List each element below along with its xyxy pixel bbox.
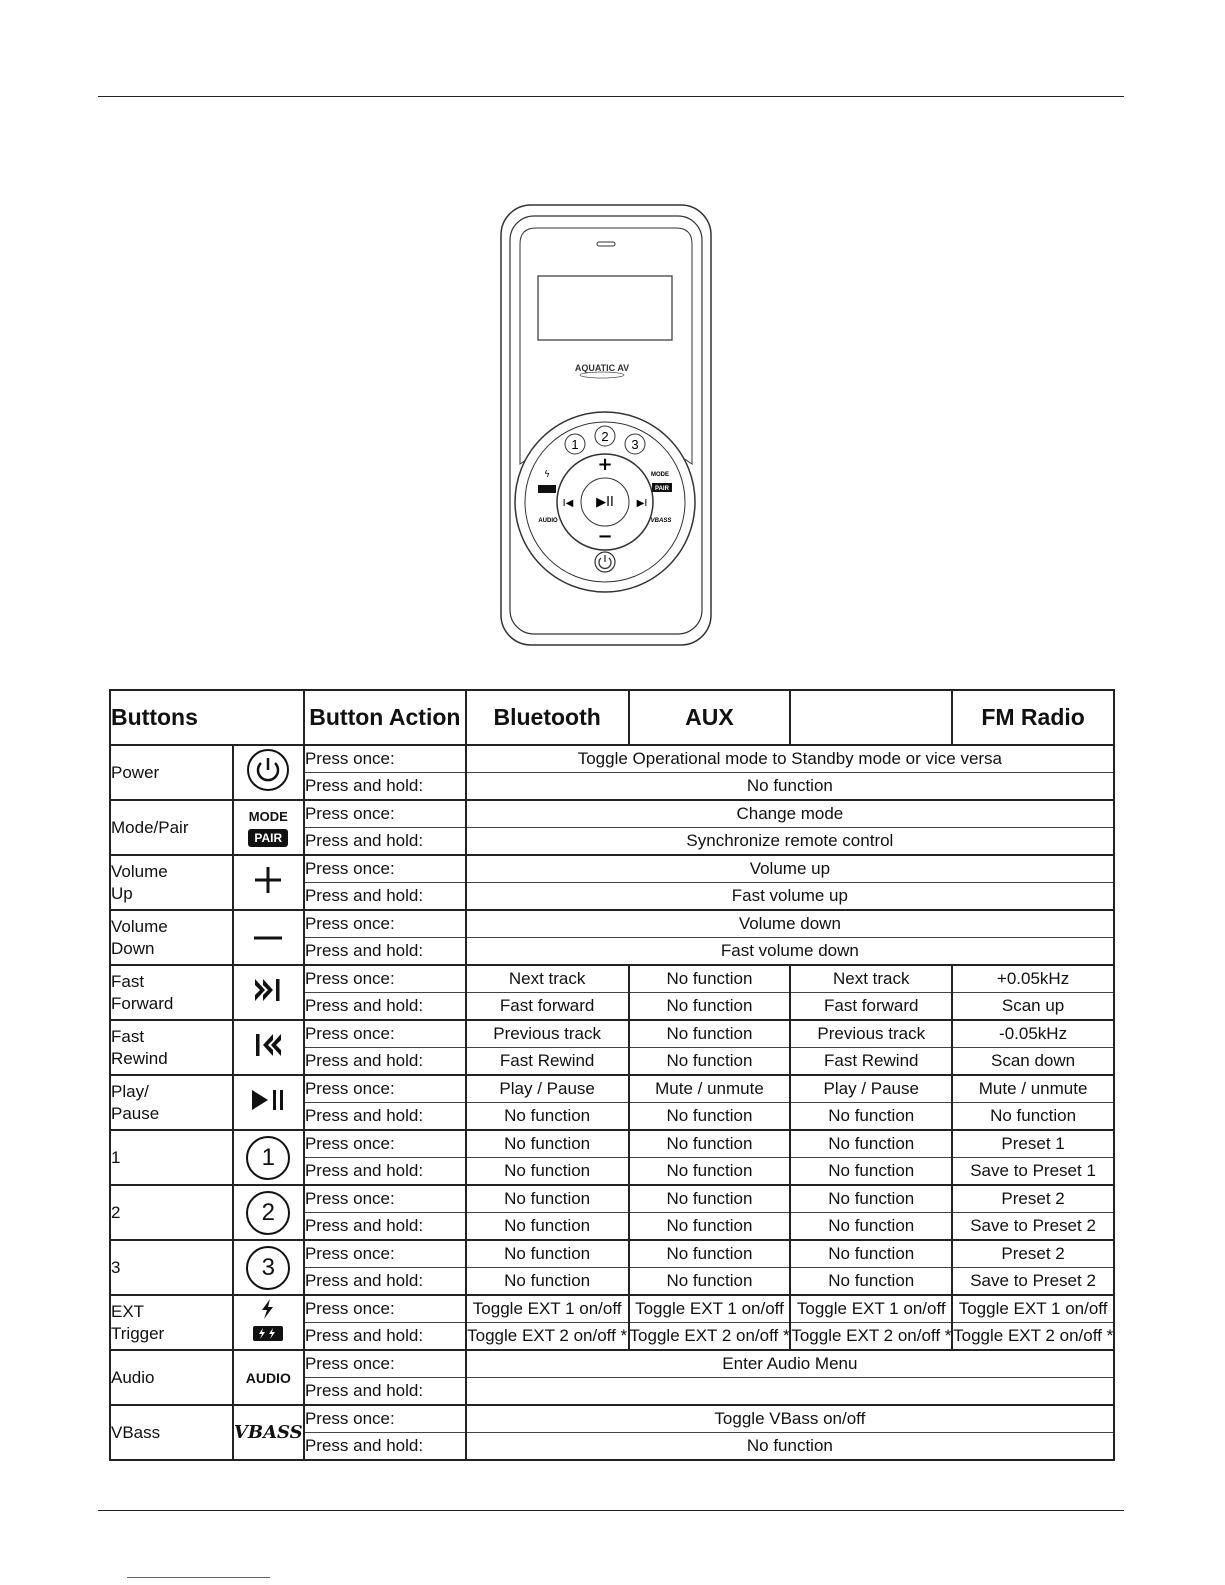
remote-logo: AQUATIC AV [574, 363, 630, 373]
button-name: 3 [110, 1240, 233, 1295]
function-cell: Preset 2 [952, 1185, 1114, 1213]
action-press-hold: Press and hold: [304, 993, 466, 1021]
ext-trigger-icon [233, 1295, 304, 1350]
preset-3-icon [233, 1240, 304, 1295]
function-cell: Toggle Operational mode to Standby mode or vice versa [466, 745, 1114, 773]
action-press-hold: Press and hold: [304, 1323, 466, 1351]
svg-text:I◀: I◀ [562, 498, 574, 509]
function-cell: Change mode [466, 800, 1114, 828]
function-cell: Play / Pause [466, 1075, 629, 1103]
function-cell: Toggle EXT 1 on/off [466, 1295, 629, 1323]
button-name: Fast Forward [110, 965, 233, 1020]
svg-text:▶II: ▶II [596, 495, 614, 510]
header-buttons: Buttons [110, 690, 304, 745]
function-cell: No function [790, 1213, 952, 1241]
audio-icon: AUDIO [233, 1350, 304, 1405]
function-cell [466, 1378, 1114, 1406]
function-cell: Mute / unmute [629, 1075, 791, 1103]
svg-text:1: 1 [571, 437, 579, 452]
function-cell: Toggle EXT 1 on/off [790, 1295, 952, 1323]
function-cell: Save to Preset 2 [952, 1213, 1114, 1241]
button-name: Play/ Pause [110, 1075, 233, 1130]
function-cell: Volume up [466, 855, 1114, 883]
action-press-once: Press once: [304, 965, 466, 993]
function-cell: -0.05kHz [952, 1020, 1114, 1048]
function-cell: Volume down [466, 910, 1114, 938]
plus-icon [233, 855, 304, 910]
svg-text:PAIR: PAIR [655, 486, 669, 492]
function-cell: No function [466, 1433, 1114, 1461]
action-press-hold: Press and hold: [304, 1158, 466, 1186]
action-press-once: Press once: [304, 1130, 466, 1158]
function-cell: No function [790, 1268, 952, 1296]
action-press-once: Press once: [304, 855, 466, 883]
function-cell: No function [790, 1103, 952, 1131]
function-cell: Previous track [790, 1020, 952, 1048]
action-press-once: Press once: [304, 1295, 466, 1323]
button-name: 2 [110, 1185, 233, 1240]
header-action: Button Action [304, 690, 466, 745]
action-press-hold: Press and hold: [304, 883, 466, 911]
svg-text:VBASS: VBASS [650, 518, 672, 524]
play-pause-icon [233, 1075, 304, 1130]
function-cell: No function [466, 1268, 629, 1296]
function-cell: Fast volume up [466, 883, 1114, 911]
function-cell: Next track [466, 965, 629, 993]
function-cell: Preset 2 [952, 1240, 1114, 1268]
button-name: Volume Up [110, 855, 233, 910]
function-cell: Fast forward [466, 993, 629, 1021]
action-press-once: Press once: [304, 1240, 466, 1268]
button-name: VBass [110, 1405, 233, 1460]
fast-rewind-icon [233, 1020, 304, 1075]
remote-control-illustration [500, 204, 720, 654]
action-press-hold: Press and hold: [304, 1048, 466, 1076]
function-cell: No function [466, 1103, 629, 1131]
button-name: 1 [110, 1130, 233, 1185]
action-press-once: Press once: [304, 745, 466, 773]
preset-circle: 2 [246, 1191, 290, 1235]
power-icon [233, 745, 304, 800]
mode-pair-icon: MODE PAIR [233, 800, 304, 855]
function-cell: Play / Pause [790, 1075, 952, 1103]
function-cell: No function [629, 1048, 791, 1076]
function-cell: No function [629, 1185, 791, 1213]
function-cell: No function [466, 1158, 629, 1186]
button-name: Audio [110, 1350, 233, 1405]
preset-circle: 1 [246, 1136, 290, 1180]
function-cell: No function [629, 993, 791, 1021]
function-cell: Toggle EXT 2 on/off * [629, 1323, 791, 1351]
svg-text:AUDIO: AUDIO [538, 518, 558, 524]
function-cell: Toggle EXT 1 on/off [952, 1295, 1114, 1323]
svg-text:−: − [597, 526, 613, 547]
function-cell: No function [629, 1213, 791, 1241]
function-cell: No function [952, 1103, 1114, 1131]
function-cell: No function [466, 773, 1114, 801]
function-cell: +0.05kHz [952, 965, 1114, 993]
button-name: Volume Down [110, 910, 233, 965]
action-press-once: Press once: [304, 1350, 466, 1378]
action-press-hold: Press and hold: [304, 828, 466, 856]
header-rule [98, 96, 1124, 97]
footer-link-underline [127, 1577, 270, 1578]
function-cell: Fast Rewind [466, 1048, 629, 1076]
action-press-hold: Press and hold: [304, 1433, 466, 1461]
fast-forward-icon [233, 965, 304, 1020]
function-cell: Toggle VBass on/off [466, 1405, 1114, 1433]
function-cell: Preset 1 [952, 1130, 1114, 1158]
function-cell: Next track [790, 965, 952, 993]
action-press-hold: Press and hold: [304, 773, 466, 801]
svg-text:▶I: ▶I [636, 498, 648, 509]
minus-icon [233, 910, 304, 965]
footer-rule [98, 1510, 1124, 1511]
function-cell: No function [629, 1103, 791, 1131]
function-cell: Fast volume down [466, 938, 1114, 966]
function-cell: Toggle EXT 2 on/off * [466, 1323, 629, 1351]
function-cell: No function [466, 1240, 629, 1268]
function-cell: No function [466, 1130, 629, 1158]
preset-1-icon [233, 1130, 304, 1185]
button-name: Power [110, 745, 233, 800]
action-press-once: Press once: [304, 910, 466, 938]
button-name: EXT Trigger [110, 1295, 233, 1350]
preset-circle: 3 [246, 1246, 290, 1290]
function-cell: No function [790, 1240, 952, 1268]
svg-text:+: + [597, 454, 613, 475]
function-cell: No function [629, 1130, 791, 1158]
function-cell: No function [629, 1158, 791, 1186]
header-fm-radio: FM Radio [952, 690, 1114, 745]
function-cell: No function [629, 1240, 791, 1268]
function-cell: No function [466, 1185, 629, 1213]
action-press-hold: Press and hold: [304, 938, 466, 966]
function-cell: No function [790, 1130, 952, 1158]
action-press-once: Press once: [304, 1185, 466, 1213]
function-cell: Scan down [952, 1048, 1114, 1076]
function-cell: Toggle EXT 2 on/off * [952, 1323, 1114, 1351]
button-name: Fast Rewind [110, 1020, 233, 1075]
function-cell: No function [790, 1158, 952, 1186]
function-cell: Scan up [952, 993, 1114, 1021]
function-cell: Toggle EXT 1 on/off [629, 1295, 791, 1323]
svg-text:2: 2 [601, 429, 609, 444]
function-cell: Toggle EXT 2 on/off * [790, 1323, 952, 1351]
function-cell: No function [790, 1185, 952, 1213]
vbass-icon: VBASS [233, 1405, 304, 1460]
svg-text:ϟ: ϟ [544, 470, 550, 480]
header-blank [790, 690, 952, 745]
action-press-hold: Press and hold: [304, 1103, 466, 1131]
function-cell: No function [629, 965, 791, 993]
function-cell: Synchronize remote control [466, 828, 1114, 856]
function-cell: Fast forward [790, 993, 952, 1021]
action-press-once: Press once: [304, 1020, 466, 1048]
preset-2-icon [233, 1185, 304, 1240]
function-cell: Fast Rewind [790, 1048, 952, 1076]
action-press-once: Press once: [304, 1405, 466, 1433]
action-press-hold: Press and hold: [304, 1378, 466, 1406]
header-aux: AUX [629, 690, 791, 745]
button-name: Mode/Pair [110, 800, 233, 855]
action-press-once: Press once: [304, 800, 466, 828]
svg-text:3: 3 [631, 437, 639, 452]
function-cell: Previous track [466, 1020, 629, 1048]
function-cell: Save to Preset 1 [952, 1158, 1114, 1186]
action-press-hold: Press and hold: [304, 1213, 466, 1241]
action-press-once: Press once: [304, 1075, 466, 1103]
button-function-table [109, 689, 1115, 1461]
function-cell: Mute / unmute [952, 1075, 1114, 1103]
function-cell: No function [629, 1268, 791, 1296]
function-cell: Enter Audio Menu [466, 1350, 1114, 1378]
svg-text:MODE: MODE [651, 472, 669, 478]
action-press-hold: Press and hold: [304, 1268, 466, 1296]
function-cell: No function [629, 1020, 791, 1048]
function-cell: No function [466, 1213, 629, 1241]
header-bluetooth: Bluetooth [466, 690, 629, 745]
function-cell: Save to Preset 2 [952, 1268, 1114, 1296]
